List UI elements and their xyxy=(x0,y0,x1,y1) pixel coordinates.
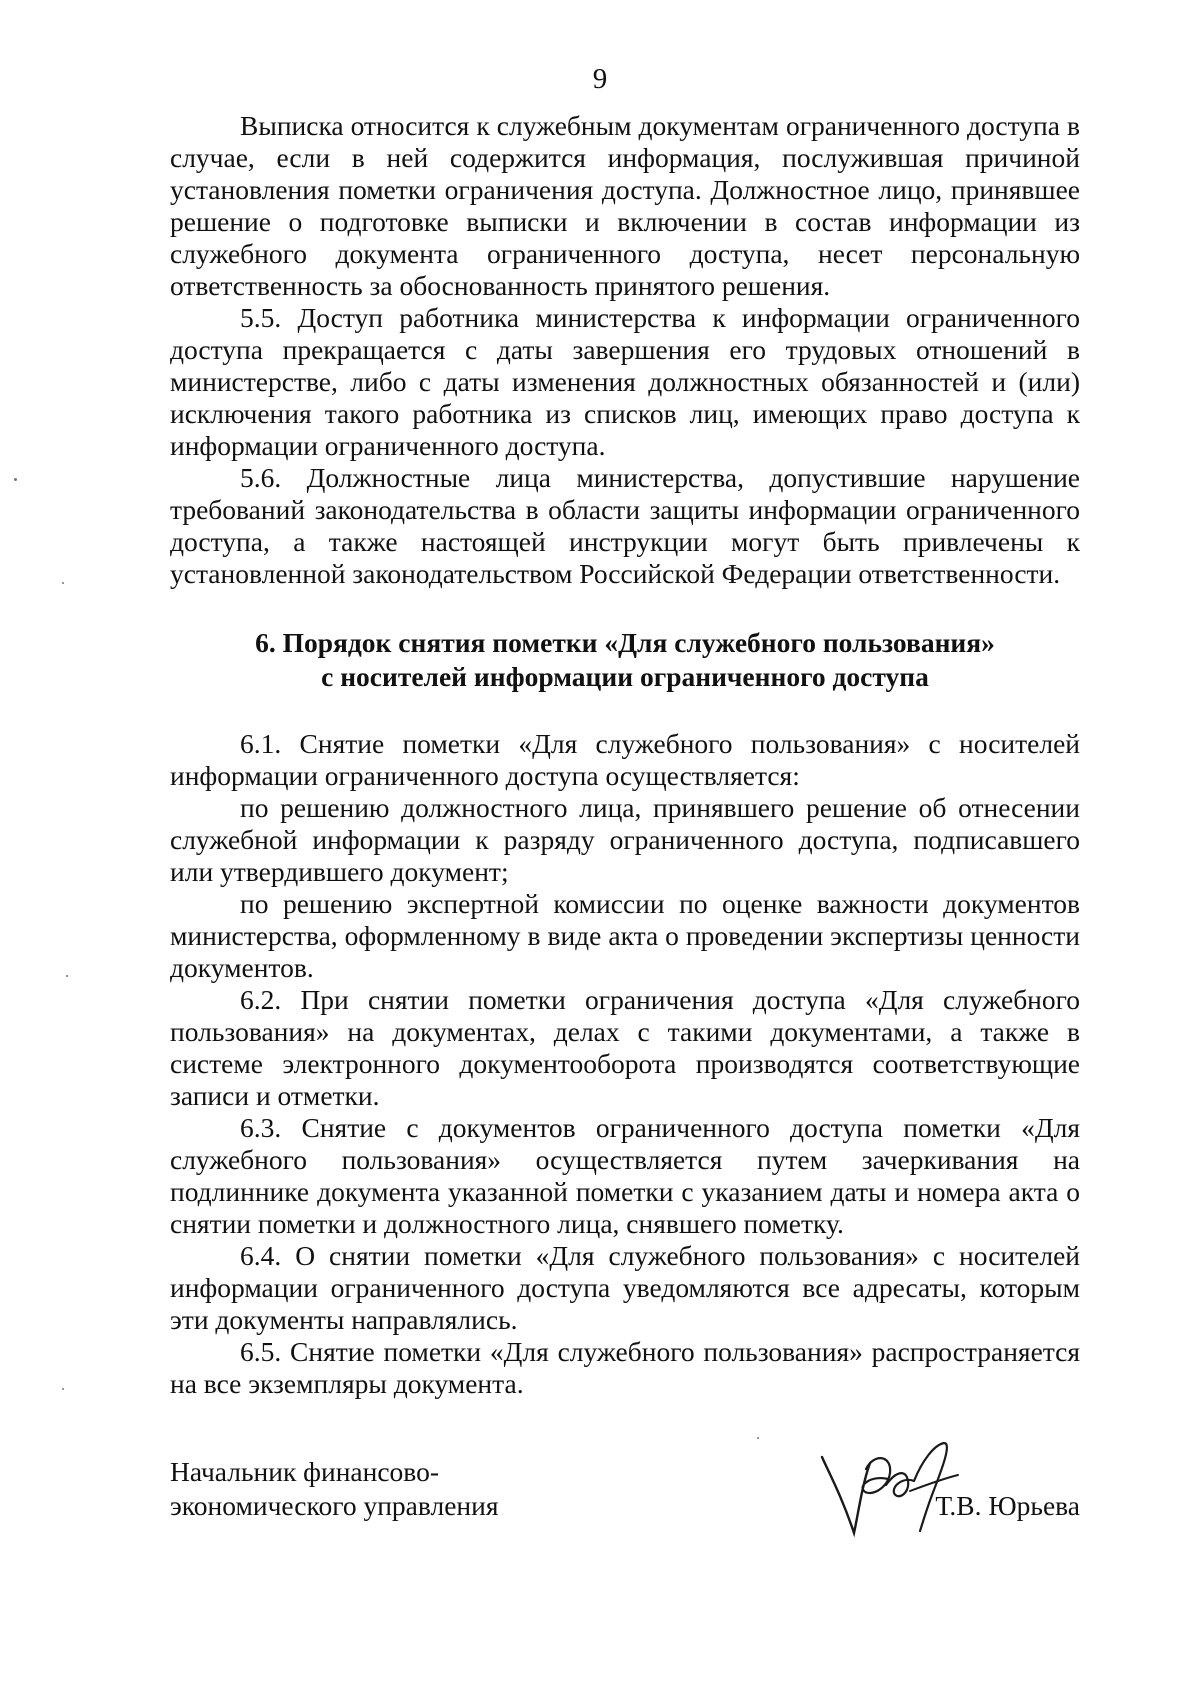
paragraph-6-1-item-1: по решению должностного лица, принявшего решение об отнесении служебной информации к разряду ограниченного доступа, подписавшего или утвердившего документ; xyxy=(170,792,1080,887)
section-6-heading xyxy=(170,626,1080,694)
scan-speck xyxy=(62,1388,64,1390)
heading-line-1: 6. Порядок снятия пометки «Для служебного пользования» xyxy=(255,627,995,658)
heading-line-2: с носителей информации ограниченного доступа xyxy=(321,661,929,692)
paragraph-6-5: 6.5. Снятие пометки «Для служебного пользования» распространяется на все экземпляры документа. xyxy=(170,1336,1080,1399)
paragraph-6-1: 6.1. Снятие пометки «Для служебного пользования» с носителей информации ограниченного доступа осуществляется: xyxy=(170,728,1080,791)
scan-speck xyxy=(757,1437,759,1439)
paragraph-5-5: 5.5. Доступ работника министерства к информации ограниченного доступа прекращается с даты завершения его трудовых отношений в министерстве, либо с даты изменения должностных обязанностей и (или) исключения такого работника из списков лиц, имеющих право доступа к информации ограниченного доступа. xyxy=(170,302,1080,461)
paragraph-6-4: 6.4. О снятии пометки «Для служебного пользования» с носителей информации ограниченного доступа уведомляются все адресаты, которым эти документы направлялись. xyxy=(170,1240,1080,1335)
paragraph-6-2: 6.2. При снятии пометки ограничения доступа «Для служебного пользования» на документах, делах с такими документами, а также в системе электронного документооборота производятся соответствующие записи и отметки. xyxy=(170,984,1080,1111)
scan-speck xyxy=(14,478,17,481)
signatory-title-line-1: Начальник финансово- xyxy=(170,1456,440,1487)
paragraph-6-1-item-2: по решению экспертной комиссии по оценке важности документов министерства, оформленному в виде акта о проведении экспертизы ценности документов. xyxy=(170,888,1080,983)
page-number: 9 xyxy=(592,63,608,95)
signature-block xyxy=(170,1455,1080,1565)
signatory-name: Т.В. Юрьева xyxy=(935,1490,1080,1521)
scan-speck xyxy=(66,975,68,977)
signatory-title xyxy=(170,1455,499,1523)
paragraph-extract: Выписка относится к служебным документам ограниченного доступа в случае, если в ней содержится информация, послужившая причиной установления пометки ограничения доступа. Должностное лицо, принявшее решение о подготовке выписки и включении в состав информации из служебного документа ограниченного доступа, несет персональную ответственность за обоснованность принятого решения. xyxy=(170,110,1080,301)
signatory-title-line-2: экономического управления xyxy=(170,1490,499,1521)
paragraph-5-6: 5.6. Должностные лица министерства, допустившие нарушение требований законодательства в области защиты информации ограниченного доступа, а также настоящей инструкции могут быть привлечены к установленной законодательством Российской Федерации ответственности. xyxy=(170,462,1080,589)
document-body xyxy=(170,110,1080,1400)
paragraph-6-3: 6.3. Снятие с документов ограниченного доступа пометки «Для служебного пользования» осуществляется путем зачеркивания на подлиннике документа указанной пометки с указанием даты и номера акта о снятии пометки и должностного лица, снявшего пометку. xyxy=(170,1112,1080,1239)
scan-speck xyxy=(62,582,64,584)
